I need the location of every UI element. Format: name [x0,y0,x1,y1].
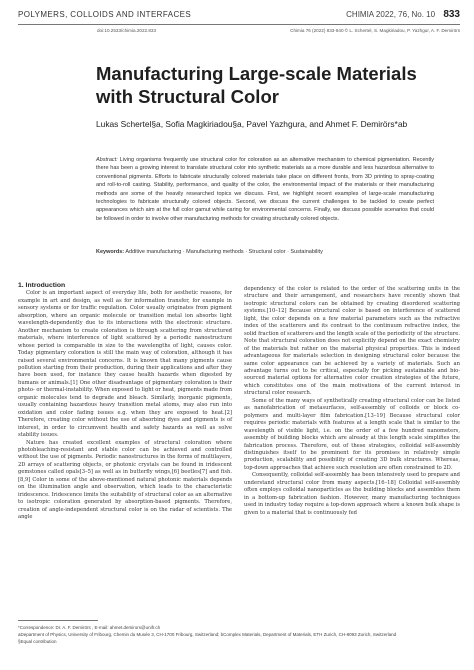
journal-citation: CHIMIA 2022, 76, No. 10 [346,10,436,19]
body-paragraph: Nature has created excellent examples of structural coloration where photobleaching-resistant and stable color can be achieved and controlled without the use of pigments. Periodic nanostructures in the forms of multilayers, 2D arrays of scattering objects, or photonic crystals can be found in iridescent gemstones called opals[3–5] as well as in butterfly wings,[6] beetles[7] and fish.[8,9] Color in some of the above-mentioned natural photonic materials depends on the illumination angle and observation, which leads to the characteristic iridescence. Iridescence limits the suitability of structural color as an alternative to isotropic coloration generated by absorption-based pigments. Therefore, creation of angle-independent structural color is on the radar of scientists. The angle [18,439,232,521]
abstract [96,156,434,223]
body-paragraph: Color is an important aspect of everyday life, both for aesthetic reasons, for example in art and design, as well as for information transfer, for example in sensory systems or for traffic regulation. Color usually originates from pigment absorption, where an organic molecule or transition metal ion absorbs light wavelength-dependently due to its interactions with the electronic structure. Another mechanism to create coloration is through scattering from structured materials, where interference of light scattered by a periodic nanostructure whose period is comparable in size to the wavelengths of light, causes color. Today pigmentary coloration is still the main way of coloration, although it has raised several environmental concerns. It is known that many pigments cause pollution starting from their production, during their applications and after they have been used, for instance they cause health hazards when digested by humans or animals.[1] One other disadvantage of pigmentary coloration is their photo- or thermal-instability. When exposed to light or heat, pigments made from organic molecules tend to degrade and bleach. Similarly, inorganic pigments, usually containing hazardous heavy transition metal atoms, may also run into oxidation and color fading issues e.g. when they are exposed to heat.[2] Therefore, creating color without the use of absorbing dyes and pigments is of interest, in order to circumvent health and safety hazards as well as solve stability issues. [18,290,232,439]
running-header-section: POLYMERS, COLLOIDS AND INTERFACES [18,10,192,19]
footnote-equal-contribution: §Equal contribution [18,639,57,644]
copyright-line: Chimia 76 (2022) 833-840 © L. Schertel, S. Magkiriadou, P. Yazhgur, A. F. Demirörs [290,28,460,33]
header-rule [18,24,460,25]
abstract-text: Living organisms frequently use structural color for coloration as an alternative mechanism to chemical pigmentation. Recently there has been a growing interest to translate structural color into synthetic materials as a more durable and less hazardous alternative to conventional pigments. Efforts to fabricate structurally colored materials take place on different fronts, from 3D printing to spray-coating and roll-to-roll casting. Stability, performance, and quality of the color, the environmental impact of the materials or their manufacturing methods are some of the heavily researched topics we discuss. First, we highlight recent examples of large-scale manufacturing technologies to fabricate structurally colored objects. Second, we discuss the current challenges to be tackled to create perfect appearances which aim at the full color gamut while caring for environmental concerns. Finally, we discuss possible scenarios that could be followed in order to involve other manufacturing methods for creating structurally colored objects. [96,157,434,222]
body-paragraph: Consequently, colloidal self-assembly has been intensively used to prepare and understand structural color from many aspects.[16–18] Colloidal self-assembly often employs colloidal nanoparticles as the building blocks and assembles them in a bottom-up fabrication fashion. However, many manufacturing techniques used in industry today require a top-down approach where a known bulk shape is given to a material that is continuously fed [244,472,460,516]
article-title: Manufacturing Large-scale Materials with Structural Color [96,63,417,107]
doi[interactable]: doi:10.2533/chimia.2022.833 [97,28,156,33]
footnote-rule [18,620,98,621]
page-number: 833 [443,9,460,20]
body-paragraph: Some of the many ways of synthetically creating structural color can be listed as nanofabrication of metasurfaces, self-assembly of colloids or block co-polymers and multi-layer film fabrication.[13–19] Because structural color requires periodic materials with features at a length scale that is similar to the wavelength of visible light, i.e. on the order of a few hundred nanometers, assembly of building blocks which are already at this length scale simplifies the fabrication process. Therefore, out of these strategies, colloidal self-assembly distinguishes itself to be prominent for its promises in relatively simple production, scalability and possibility of creating 3D bulk structures. Whereas, top-down approaches that achieve such resolution are often constrained to 2D. [244,397,460,471]
abstract-label: Abstract: [96,157,118,163]
left-column [18,282,232,522]
running-header-citation [346,9,460,20]
body-paragraph: dependency of the color is related to the order of the scattering units in the structure and their arrangement, and researchers have recently shown that isotropic structural colors can be obtained by creating disordered scattering systems.[10–12] Because structural color is based on interference of scattered light, the color depends on a few material parameters such as the refractive index of the scatterers and its contrast to the continuum refractive index, the solid fraction of scatterers and the length scale of the periodicity of the structure. Note that structural coloration does not explicitly depend on the exact chemistry of the materials but rather on the material physical properties. This is indeed advantageous for materials selection in designing structural color because the same color appearance can be achieved by a variety of materials. Such an advantage turns out to be critical, especially for picking sustainable and bio-sourced material options for alternative color creation strategies of the future, which constitutes one of the main motivations of the current interest in structural color research. [244,286,460,397]
keywords-text: Additive manufacturing · Manufacturing methods · Structural color · Sustainability [124,249,323,255]
keywords-label: Keywords: [96,249,125,255]
footnotes [18,624,458,645]
section-heading: 1. Introduction [18,282,66,289]
right-column [244,286,460,517]
footnote-affiliations: aDepartment of Physics, University of Fribourg, Chemin du Musée 3, CH-1700 Fribourg, Switzerland; bComplex Materials, Department of Materials, ETH Zurich, CH-8093 Zurich, Switzerland [18,632,397,637]
keywords [96,249,434,255]
footnote-correspondence: *Correspondence: Dr. A. F. Demirörs , E-mail: ahmet.demirors@unifr.ch [18,625,161,630]
author-list: Lukas Schertel§a, Sofia Magkiriadou§a, Pavel Yazhgura, and Ahmet F. Demirörs*ab [96,119,408,129]
